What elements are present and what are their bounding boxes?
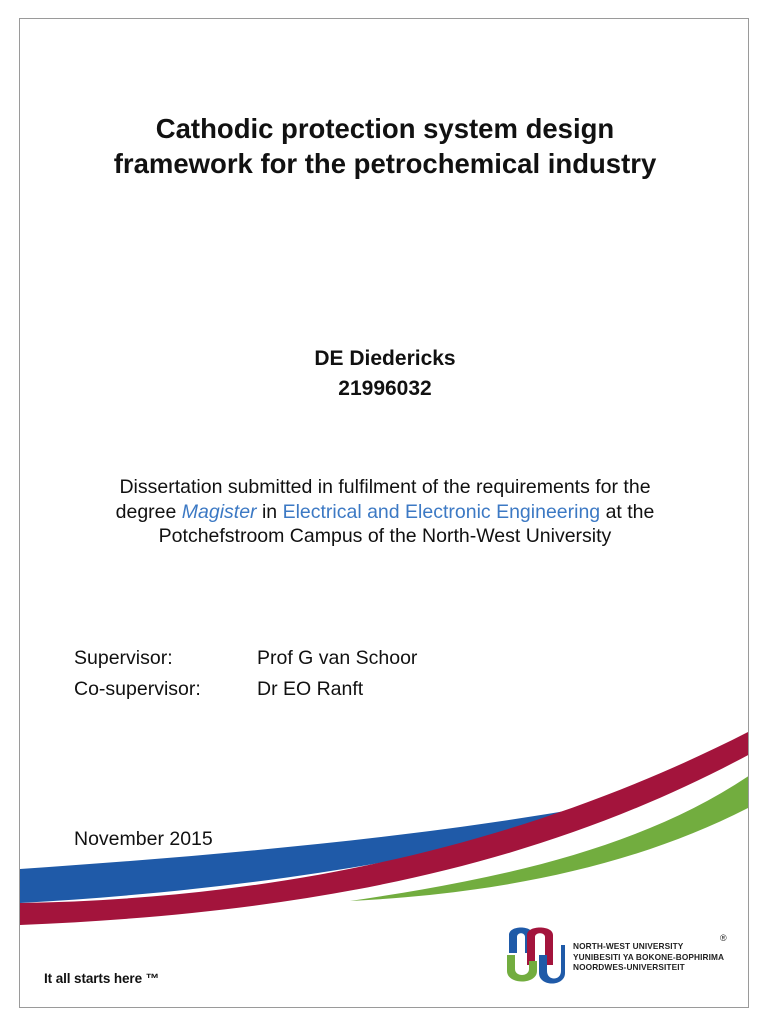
nwu-logo-icon: [503, 925, 567, 985]
title-page: [19, 18, 749, 1008]
degree-word: Magister: [181, 500, 257, 523]
supervisor-name: Prof G van Schoor: [257, 647, 418, 669]
supervisor-role: Supervisor:: [74, 647, 173, 669]
slogan: It all starts here ™: [44, 971, 160, 986]
title-line-2: framework for the petrochemical industry: [113, 148, 657, 179]
student-number: 21996032: [338, 377, 432, 400]
field-of-study: Electrical and Electronic Engineering: [282, 500, 601, 523]
statement-line-1: Dissertation submitted in fulfilment of the requirements for the: [119, 476, 651, 498]
submission-date: November 2015: [74, 828, 213, 850]
university-name-setswana: YUNIBESITI YA BOKONE-BOPHIRIMA: [573, 951, 725, 962]
title-line-1: Cathodic protection system design: [155, 113, 615, 144]
university-name-english: NORTH-WEST UNIVERSITY: [573, 941, 684, 951]
university-name-afrikaans: NOORDWES-UNIVERSITEIT: [573, 962, 685, 972]
university-name: [573, 941, 724, 973]
statement-degree-prefix: degree: [115, 500, 182, 523]
statement-line-3: Potchefstroom Campus of the North-West University: [158, 525, 612, 547]
statement-in: in: [256, 500, 283, 523]
co-supervisor-role: Co-supervisor:: [74, 678, 201, 700]
co-supervisor-name: Dr EO Ranft: [257, 678, 364, 700]
statement-at-the: at the: [600, 500, 655, 523]
author-name: DE Diedericks: [314, 347, 456, 370]
decorative-swoosh: [20, 19, 749, 1008]
registered-mark: ®: [720, 933, 727, 943]
